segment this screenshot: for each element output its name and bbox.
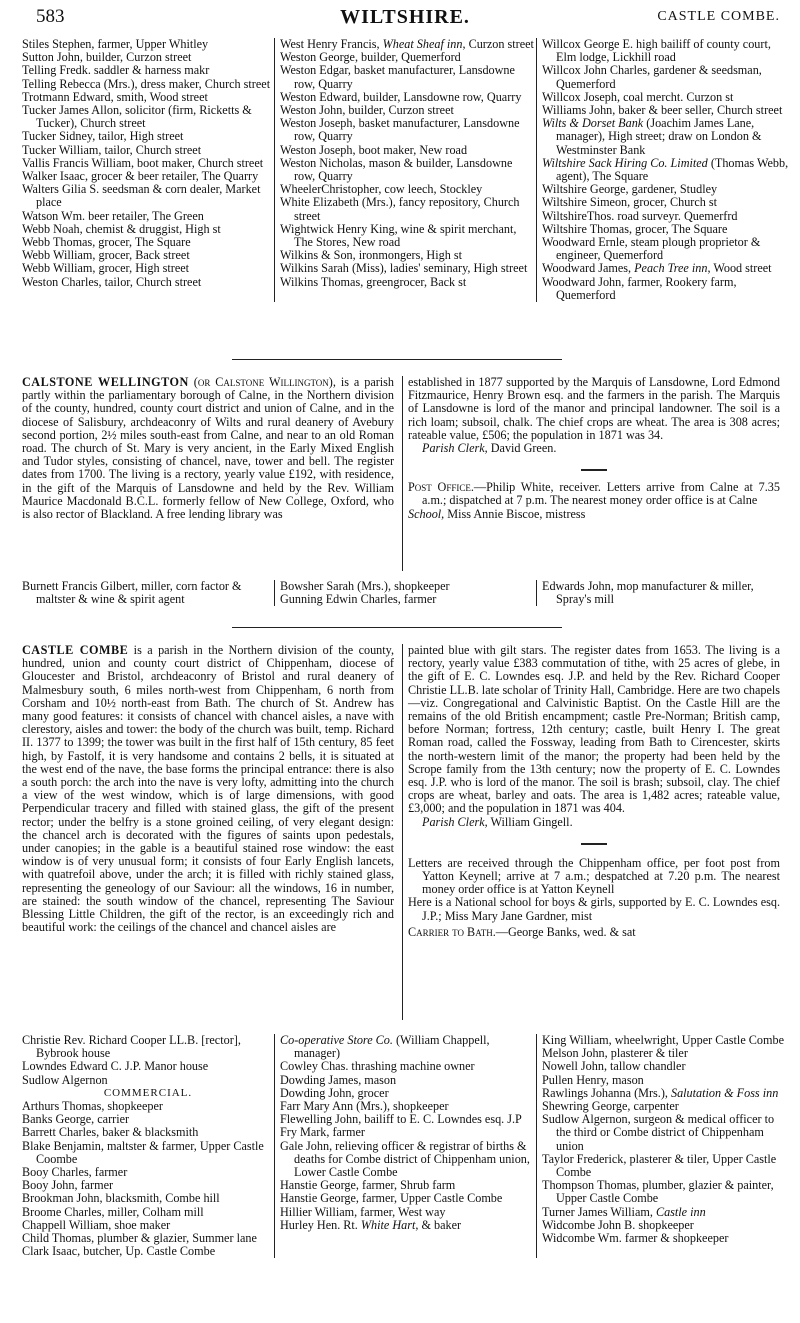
directory-entry: [542, 117, 792, 157]
directory-entry: Tucker William, tailor, Church street: [22, 142, 202, 157]
entry-name: Hurley Hen. Rt.: [280, 1217, 361, 1232]
entry-name: Flewelling John, bailiff to E. C. Lowndes esq. J.P: [280, 1112, 522, 1127]
clerk-label: Parish Clerk,: [422, 441, 488, 456]
directory-entry: [280, 1140, 536, 1180]
entry-name: Weston Joseph, boot maker, New road: [280, 142, 468, 157]
entry-name: Willcox George E. high bailiff of county court, Elm lodge, Lickhill road: [542, 37, 771, 65]
entry-name: Willcox John Charles, gardener & seedsman, Quemerford: [542, 63, 762, 91]
directory-entry: Banks George, carrier: [22, 1112, 130, 1127]
directory-entry: Webb Thomas, grocer, The Square: [22, 235, 191, 250]
residents-column-3: [536, 1034, 792, 1258]
directory-entry: [280, 1034, 536, 1060]
castle-combe-heading: CASTLE COMBE: [22, 643, 129, 657]
entry-name: Weston Nicholas, mason & builder, Lansdowne row, Quarry: [280, 155, 513, 184]
directory-entry: [542, 1232, 792, 1245]
page-header: [22, 6, 788, 32]
directory-entry: Webb William, grocer, Back street: [22, 248, 190, 263]
directory-entry: Walker Isaac, grocer & beer retailer, The Quarry: [22, 169, 259, 184]
entry-name: WheelerChristopher, cow leech, Stockley: [280, 182, 483, 197]
column-rule: [402, 644, 403, 1020]
entry-name: Shewring George, carpenter: [542, 1099, 679, 1114]
entry-rest: , Curzon street: [462, 37, 534, 51]
entry-name: Nowell John, tallow chandler: [542, 1059, 686, 1074]
directory-entry: Stiles Stephen, farmer, Upper Whitley: [22, 37, 209, 51]
castle-combe-school: Here is a National school for boys & girls, supported by E. C. Lowndes esq. J.P.; Miss Mary Jane Gardner, mist: [408, 895, 780, 923]
entry-italic: Salutation & Foss inn: [670, 1085, 779, 1100]
listing-column-1: [22, 38, 274, 302]
page-number: 583: [36, 6, 65, 27]
directory-entry: Watson Wm. beer retailer, The Green: [22, 208, 204, 223]
castle-combe-residents: [22, 1034, 792, 1258]
directory-entry: Booy Charles, farmer: [22, 1165, 128, 1180]
commercial-heading: COMMERCIAL.: [103, 1086, 193, 1099]
calstone-school: [408, 508, 780, 521]
castle-combe-carrier: [408, 926, 780, 939]
castle-combe-description-left: [22, 644, 394, 934]
directory-entry: [280, 276, 536, 289]
entry-name: Hanstie George, farmer, Shrub farm: [280, 1178, 456, 1193]
directory-entry: [280, 223, 536, 249]
directory-entry: Telling Rebecca (Mrs.), dress maker, Church street: [22, 76, 271, 91]
entry-name: Dowding James, mason: [280, 1072, 397, 1087]
calstone-text-right: established in 1877 supported by the Marquis of Lansdowne, Lord Edmond Fitzmaurice, Henry Brown esq. and the farmers in the parish. The Marquis of Lansdowne is lord of the manor and principal landowner. The soil is a rich loam; subsoil, chalk. The chief crops are wheat. The area is 308 acres; rateable value, £506; the population in 1871 was 34.: [408, 375, 780, 442]
directory-entry: Clark Isaac, butcher, Up. Castle Combe: [22, 1244, 216, 1259]
entry-name: King William, wheelwright, Upper Castle Combe: [542, 1033, 784, 1047]
entry-name: Woodward John, farmer, Rookery farm, Quemerford: [542, 274, 737, 302]
entry-italic: Wilts & Dorset Bank: [542, 116, 644, 131]
entry-rest: , & baker: [415, 1217, 462, 1232]
entry-name: WiltshireThos. road surveyr. Quemerfrd: [542, 208, 738, 223]
entry-name: Weston Joseph, basket manufacturer, Lansdowne row, Quarry: [280, 116, 520, 144]
residents-column-1: [22, 580, 274, 606]
entry-name: Weston Edgar, basket manufacturer, Lansdowne row, Quarry: [280, 63, 515, 91]
entry-name: Cowley Chas. thrashing machine owner: [280, 1059, 475, 1074]
calstone-parish-clerk: [408, 442, 780, 455]
directory-entry: Barrett Charles, baker & blacksmith: [22, 1125, 199, 1140]
school-label: School,: [408, 506, 445, 521]
directory-entry: Edwards John, mop manufacturer & miller, Spray's mill: [542, 579, 754, 607]
directory-entry: Tucker Sidney, tailor, High street: [22, 129, 184, 144]
entry-italic: Co-operative Store Co.: [280, 1033, 393, 1047]
entry-name: Taylor Frederick, plasterer & tiler, Upper Castle Combe: [542, 1151, 777, 1180]
entry-italic: Peach Tree inn: [634, 261, 708, 276]
running-head-place: CASTLE COMBE.: [657, 9, 780, 24]
clerk-label: Parish Clerk,: [422, 814, 488, 829]
directory-entry: Child Thomas, plumber & glazier, Summer lane: [22, 1231, 257, 1246]
directory-entry: Telling Fredk. saddler & harness makr: [22, 63, 210, 78]
entry-rest: (William Chappell, manager): [294, 1033, 490, 1061]
directory-entry: Gunning Edwin Charles, farmer: [280, 592, 437, 607]
calstone-description-left: [22, 376, 394, 521]
directory-entry: Broome Charles, miller, Colham mill: [22, 1204, 204, 1219]
directory-entry: Burnett Francis Gilbert, miller, corn factor & maltster & wine & spirit agent: [22, 579, 242, 607]
residents-column-2: [274, 1034, 536, 1258]
castle-combe-parish-clerk: [408, 816, 780, 829]
directory-entry: [542, 236, 792, 262]
short-divider: [581, 843, 607, 845]
private-residents: [22, 1034, 274, 1087]
entry-italic: Wheat Sheaf inn: [382, 37, 463, 51]
directory-entry: Walters Gilia S. seedsman & corn dealer, Market place: [22, 182, 261, 210]
entry-name: Rawlings Johanna (Mrs.),: [542, 1085, 671, 1100]
entry-name: Wiltshire George, gardener, Studley: [542, 182, 718, 197]
entry-italic: Wiltshire Sack Hiring Co. Limited: [542, 155, 708, 170]
directory-entry: Webb William, grocer, High street: [22, 261, 190, 276]
directory-entry: Christie Rev. Richard Cooper LL.B. [rector], Bybrook house: [22, 1033, 241, 1061]
entry-name: Woodward James,: [542, 261, 635, 276]
entry-name: Wightwick Henry King, wine & spirit merchant, The Stores, New road: [280, 221, 517, 250]
entry-name: Weston Edward, builder, Lansdowne row, Quarry: [280, 89, 522, 104]
directory-entry: Brookman John, blacksmith, Combe hill: [22, 1191, 220, 1206]
directory-entry: Blake Benjamin, maltster & farmer, Upper Castle Coombe: [22, 1138, 264, 1166]
directory-entry: Arthurs Thomas, shopkeeper: [22, 1099, 163, 1114]
entry-name: Turner James William,: [542, 1204, 656, 1219]
entry-rest: (Joachim James Lane, manager), High street; draw on London & Westminster Bank: [556, 116, 762, 157]
entry-name: Wilkins Thomas, greengrocer, Back st: [280, 274, 467, 289]
entry-name: Willcox Joseph, coal mercht. Curzon st: [542, 89, 734, 104]
column-rule: [402, 376, 403, 571]
directory-entry: Tucker James Allon, solicitor (firm, Ricketts & Tucker), Church street: [22, 103, 252, 131]
directory-entry: Booy John, farmer: [22, 1178, 114, 1193]
entry-name: Williams John, baker & beer seller, Church street: [542, 103, 783, 118]
entry-name: Sudlow Algernon, surgeon & medical officer to the third or Combe district of Chippenham union: [542, 1112, 775, 1153]
post-office-text: —Philip White, receiver. Letters arrive from Calne at 7.35 a.m.; dispatched at 7 p.m. The nearest money order office is at Calne: [422, 480, 780, 508]
castle-combe-text-left: is a parish in the Northern division of the county, hundred, union and county court district of Chippenham, diocese of Gloucester and Bristol, archdeaconry of Bristol and rural deanery of Malmesbury south, 6 miles north-west from Chippenham, 6 north from Corsham and 10½ north-east from Bath. The church of St. Andrew has many good features: it consists of chancel with chancel aisles, a nave with clerestory, aisles and tower: the body of the church was built, temp. Richard II. 1377 to 1399; the tower was built in the first half of 15th century, 85 feet high, by Fastolf, it is very handsome and contains 2 bells, it is situated at the west end of the nave, the base forms the principal entrance: there is also a south porch: the arch into the nave is very lofty, admitting into the church a view of the west window, which is of large dimensions, with good Perpendicular tracery and filled with stained glass, the gift of the present rector; under the belfry is a stone groined ceiling, of very elegant design: the chancel arch is decorated with the figures of saints upon pedestals, under canopies; in the gable is a beautiful stained rose window: the east window is of very unusual form; it consists of four Early English lancets, with quatrefoil above, under the arch; it is filled with richly stained glass, representing the geneology of our Saviour: all the windows, 16 in number, are stained: the south window of the chancel, representing The Saviour Blessing Little Children, the gift of the rector, is an exceedingly rich and beautiful work: the ceilings of the chancel and chancel aisles are: [22, 643, 394, 935]
calstone-heading: CALSTONE WELLINGTON: [22, 375, 189, 389]
directory-entry: Lowndes Edward C. J.P. Manor house: [22, 1059, 209, 1074]
directory-entry: Sudlow Algernon: [22, 1072, 108, 1087]
entry-name: Hillier William, farmer, West way: [280, 1204, 446, 1219]
calstone-alt-name: (or Calstone Willington): [193, 375, 333, 389]
residents-column-2: [274, 580, 536, 606]
directory-entry: [280, 64, 536, 90]
entry-name: Pullen Henry, mason: [542, 1072, 644, 1087]
entry-name: White Elizabeth (Mrs.), fancy repository, Church street: [280, 195, 520, 223]
directory-entry: [280, 1219, 536, 1232]
entry-name: Wilkins Sarah (Miss), ladies' seminary, High street: [280, 261, 528, 276]
entry-name: Weston John, builder, Curzon street: [280, 103, 454, 118]
entry-name: Gale John, relieving officer & registrar of births & deaths for Combe district of Chippenham union, Lower Castle Combe: [280, 1138, 530, 1180]
entry-rest: , Wood street: [707, 261, 772, 276]
clerk-name: William Gingell.: [487, 814, 573, 829]
entry-name: Farr Mary Ann (Mrs.), shopkeeper: [280, 1099, 449, 1114]
calstone-post-office: [408, 481, 780, 507]
directory-entry: [542, 276, 792, 302]
entry-name: Widcombe Wm. farmer & shopkeeper: [542, 1231, 729, 1246]
entry-name: Woodward Ernle, steam plough proprietor & engineer, Quemerford: [542, 235, 761, 263]
entry-name: Hanstie George, farmer, Upper Castle Combe: [280, 1191, 503, 1206]
castle-combe-description-right: [408, 644, 780, 939]
directory-entry: [542, 38, 792, 64]
castle-combe-letters: Letters are received through the Chippenham office, per foot post from Yatton Keynell; arrive at 7 a.m.; despatched at 7.20 p.m. The nearest money order office is at Yatton Keynell: [408, 855, 780, 897]
calstone-description-right: [408, 376, 780, 521]
entry-name: West Henry Francis,: [280, 37, 383, 51]
residents-column-1: [22, 1034, 274, 1258]
directory-entry: Chappell William, shoe maker: [22, 1217, 171, 1232]
carrier-label: Carrier to Bath.: [408, 924, 496, 939]
post-office-label: Post Office.: [408, 480, 474, 495]
directory-entry: [280, 157, 536, 183]
directory-entry: [542, 157, 792, 183]
short-divider: [581, 469, 607, 471]
directory-entry: [280, 196, 536, 222]
clerk-name: David Green.: [487, 441, 557, 456]
entry-rest: (Thomas Webb, agent), The Square: [556, 155, 789, 184]
directory-entry: [542, 1179, 792, 1205]
entry-italic: Castle inn: [655, 1204, 706, 1219]
entry-name: Weston George, builder, Quemerford: [280, 50, 461, 65]
entry-name: Fry Mark, farmer: [280, 1125, 365, 1140]
entry-name: Thompson Thomas, plumber, glazier & painter, Upper Castle Combe: [542, 1178, 774, 1206]
entry-name: Dowding John, grocer: [280, 1085, 389, 1100]
school-text: Miss Annie Biscoe, mistress: [444, 506, 586, 521]
directory-entry: Trotmann Edward, smith, Wood street: [22, 89, 208, 104]
calstone-residents: [22, 580, 792, 606]
directory-entry: Bowsher Sarah (Mrs.), shopkeeper: [280, 579, 450, 593]
county-title: WILTSHIRE.: [340, 6, 470, 28]
top-listing: [22, 38, 792, 302]
entry-name: Widcombe John B. shopkeeper: [542, 1217, 694, 1232]
directory-entry: [542, 1153, 792, 1179]
directory-entry: [280, 117, 536, 143]
directory-entry: Sutton John, builder, Curzon street: [22, 50, 192, 65]
directory-entry: Webb Noah, chemist & druggist, High st: [22, 221, 221, 236]
calstone-text-left: , is a parish partly within the parliamentary borough of Calne, in the Northern division of the county, hundred, county court district and union of Calne, and in the diocese of Salisbury, archdeaconry of Wilts and rural deanery of Avebury second portion, 2½ miles south-east from Calne, and near to an old Roman road. The church of St. Mary is very ancient, in the Early Mixed English and Tudor styles, consisting of chancel, nave, tower and bell. The register dates from 1700. The living is a rectory, yearly value £192, with residence, in the gift of the Marquis of Lansdowne and held by the Rev. William Maurice Macdonald B.C.L. formerly fellow of New College, Oxford, who is also rector of Blackland. A free lending library was: [22, 375, 395, 522]
directory-entry: [542, 1113, 792, 1153]
residents-column-3: [536, 580, 792, 606]
directory-entry: Weston Charles, tailor, Church street: [22, 274, 202, 289]
entry-name: Wiltshire Simeon, grocer, Church st: [542, 195, 718, 210]
directory-entry: [542, 64, 792, 90]
entry-name: Wiltshire Thomas, grocer, The Square: [542, 221, 728, 236]
entry-name: Wilkins & Son, ironmongers, High st: [280, 248, 462, 263]
section-divider: [232, 627, 562, 628]
section-divider: [232, 359, 562, 360]
entry-name: Melson John, plasterer & tiler: [542, 1046, 688, 1061]
commercial-residents: [22, 1100, 274, 1258]
castle-combe-text-right: painted blue with gilt stars. The register dates from 1653. The living is a rectory, yearly value £383 commutation of tithe, with 25 acres of glebe, in the gift of E. C. Lowndes esq. J.P. and held by the Rev. Richard Cooper Christie LL.B. late scholar of Trinity Hall, Cambridge. Here are two chapels—viz. Congregational and Calvinistic Baptist. On the Castle Hill are the remains of the old British encampment; castle Pre-Norman; British camp, before Norman; fortress, 12th century; castle, built Henry I. The great Roman road, called the Fossway, leading from Bath to Cirencester, skirts the north-western limit of the manor; the property had been held by the Scrope family from the 13th century; now the property of E. C. Lowndes esq. J.P. who is lord of the manor. The soil is brash; subsoil, clay. The chief crops are wheat, barley and oats. The area is 1,482 acres; rateable value, £3,000; and the population in 1871 was 404.: [408, 643, 780, 816]
directory-entry: Vallis Francis William, boot maker, Church street: [22, 155, 264, 170]
entry-italic: White Hart: [360, 1217, 416, 1232]
listing-column-2: [274, 38, 536, 302]
carrier-text: —George Banks, wed. & sat: [495, 924, 636, 939]
listing-column-3: [536, 38, 792, 302]
